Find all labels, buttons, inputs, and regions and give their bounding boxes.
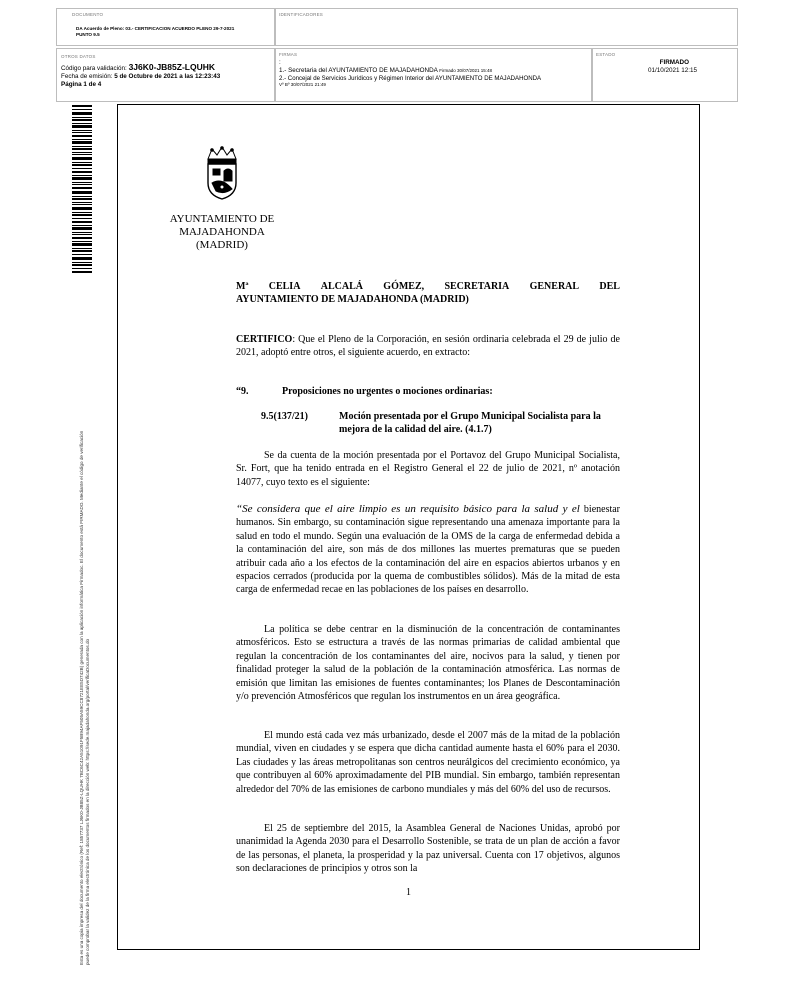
letterhead-line-1: AYUNTAMIENTO DE xyxy=(169,213,275,225)
fecha-value: 5 de Octubre de 2021 a las 12:23:43 xyxy=(114,73,221,80)
documento-line2: PUNTO 9.5 xyxy=(76,32,100,37)
paragraph-1-text: bienestar humanos. Sin embargo, su contaminación sigue representando una amenaza importante para la salud en todo el mundo. Según una evaluación de la OMS de la carga de enfermedad debida a la contaminación del aire, son más de dos millones las muertes prematuras que se pueden atribuir cada año a los efectos de la contaminación del aire en espacios abiertos urbanos y en espacios cerrados (producida por la quema de combustibles sólidos). Más de la mitad de esta carga de enfermedad recae en las poblaciones de los países en desarrollo. xyxy=(236,504,621,596)
heading-word: GENERAL xyxy=(529,281,580,292)
paragraph-3-text: El mundo está cada vez más urbanizado, desde el 2007 más de la mitad de la población mundial, viven en ciudades y se espera que dicha cantidad aumente hasta el 60% para el 2030. Las ciudades y las áreas metropolitanas son centros neurálgicos del crecimiento económico, ya que contribuyen al 60% aproximadamente del PIB mundial. Sin embargo, también representan alrededor del 70% de las emisiones de carbono mundiales y más del 60% del uso de recursos. xyxy=(236,730,620,795)
paragraph-1 xyxy=(236,503,620,597)
firmas-label: FIRMAS xyxy=(279,52,298,57)
letterhead-line-2: MAJADAHONDA xyxy=(179,226,265,238)
fecha-emision xyxy=(61,73,220,81)
documento-label: DOCUMENTO xyxy=(72,12,104,17)
paragraph-4-text: El 25 de septiembre del 2015, la Asamblea General de Naciones Unidas, aprobó por unanimidad la Agenda 2030 para el Desarrollo Sostenible, se trata de un plan de acción a favor de las personas, el planeta, la prosperidad y la paz universal. Cuenta con 17 objetivos, algunos son declaraciones de principios y otros son la xyxy=(236,823,620,875)
firma-1-text: 1.- Secretaria del AYUNTAMIENTO DE MAJADAHONDA xyxy=(279,67,438,74)
header-box-firmas xyxy=(274,48,593,102)
firma-2-date: Vº Bº 30/07/2021 21:49 xyxy=(279,82,326,87)
section-heading xyxy=(236,385,620,398)
estado-date: 01/10/2021 12:15 xyxy=(647,67,697,74)
side-line-2: puede comprobar la validez de la firma electrónica de los documentos firmados en la dirección web: https://sede.majadahonda.org/portal/verificaDocumentos.do xyxy=(85,638,90,965)
side-verification-text xyxy=(79,265,91,965)
heading-word: SECRETARIA xyxy=(444,281,510,292)
paragraph-1-cursive: “Se considera que el aire limpio es un requisito básico para la salud y el xyxy=(236,503,580,515)
heading-word: GÓMEZ, xyxy=(383,281,425,292)
item-title: Moción presentada por el Grupo Municipal Socialista para la mejora de la calidad del aire. (4.1.7) xyxy=(339,411,601,436)
firma-colon: : xyxy=(279,59,281,66)
codigo-value: 3J6K0-JB85Z-LQUHK xyxy=(128,62,216,72)
document-heading xyxy=(236,280,620,307)
heading-line-1 xyxy=(236,280,620,293)
item-heading xyxy=(261,410,620,437)
letterhead xyxy=(158,213,286,252)
estado-value: FIRMADO xyxy=(659,59,689,66)
certifico-paragraph xyxy=(236,333,620,360)
coat-of-arms-icon xyxy=(202,145,242,201)
paragraph-2 xyxy=(236,623,620,703)
heading-line-2: AYUNTAMIENTO DE MAJADAHONDA (MADRID) xyxy=(236,294,469,306)
codigo-validacion xyxy=(61,63,215,73)
side-line-1: Esta es una copia impresa del documento electrónico (Ref: 1857737 LJ6K0-JB85Z-LQUHK 7BC6C42A51091F5B94AF505A59CC8721EE5D742B) generada con la aplicación informática Firmadoc. El documento está FIRMADO. Mediante el código de verificación xyxy=(79,430,84,965)
heading-word: ALCALÁ xyxy=(320,281,363,292)
barcode xyxy=(72,105,92,273)
header-box-documento xyxy=(56,8,276,46)
firma-1-date: Firmado 30/07/2021 15:48 xyxy=(439,68,493,73)
fecha-prefix: Fecha de emisión: xyxy=(61,73,115,80)
firma-2: 2.- Concejal de Servicios Jurídicos y Régimen Interior del AYUNTAMIENTO DE MAJADAHONDA xyxy=(279,75,542,82)
page-number: 1 xyxy=(406,887,411,898)
estado-label: ESTADO xyxy=(596,52,616,57)
section-title: Proposiciones no urgentes o mociones ordinarias: xyxy=(282,386,493,397)
item-number: 9.5(137/21) xyxy=(261,411,308,422)
documento-line1: DA Acuerdo de Pleno: 03.- CERTIFICACION ACUERDO PLENO 29-7-2021 xyxy=(76,26,235,31)
firma-1 xyxy=(279,67,492,75)
letterhead-line-3: (MADRID) xyxy=(196,239,248,251)
section-number: “9. xyxy=(236,386,249,397)
paragraph-3 xyxy=(236,729,620,796)
heading-word: Mª xyxy=(236,281,249,292)
paragraph-4 xyxy=(236,822,620,876)
header-box-identificadores xyxy=(274,8,738,46)
pagina-indicator: Página 1 de 4 xyxy=(61,81,102,88)
header-box-estado xyxy=(591,48,738,102)
paragraph-intro xyxy=(236,449,620,489)
paragraph-2-text: La política se debe centrar en la disminución de la concentración de contaminantes atmosféricos. Esto se estructura a través de las normas primarias de calidad ambiental que regulan la concentración de los contaminantes del aire, nocivos para la salud, y tienen por finalidad proteger la salud de la población de la contaminación atmosférica. Las normas de emisión que limitan las emisiones de fuentes contaminantes; los Planes de Descontaminación y/o prevención Atmosféricos que regulan los instrumentos en un área geográfica. xyxy=(236,624,620,703)
identificadores-label: IDENTIFICADORES xyxy=(279,12,324,17)
codigo-prefix: Código para validación: xyxy=(61,65,129,72)
heading-word: DEL xyxy=(599,281,620,292)
certifico-text: : Que el Pleno de la Corporación, en sesión ordinaria celebrada el 29 de julio de 2021, adoptó entre otros, el siguiente acuerdo, en extracto: xyxy=(236,334,620,359)
header-box-otros-datos xyxy=(56,48,276,102)
otros-datos-label: OTROS DATOS xyxy=(61,54,96,59)
certifico-label: CERTIFICO xyxy=(236,334,293,345)
document-page xyxy=(117,104,700,950)
heading-word: CELIA xyxy=(268,281,301,292)
paragraph-intro-text: Se da cuenta de la moción presentada por el Portavoz del Grupo Municipal Socialista, Sr. Fort, que ha tenido entrada en el Registro General el 22 de julio de 2021, nº anotación 14077, cuyo texto es el siguiente: xyxy=(236,450,620,488)
